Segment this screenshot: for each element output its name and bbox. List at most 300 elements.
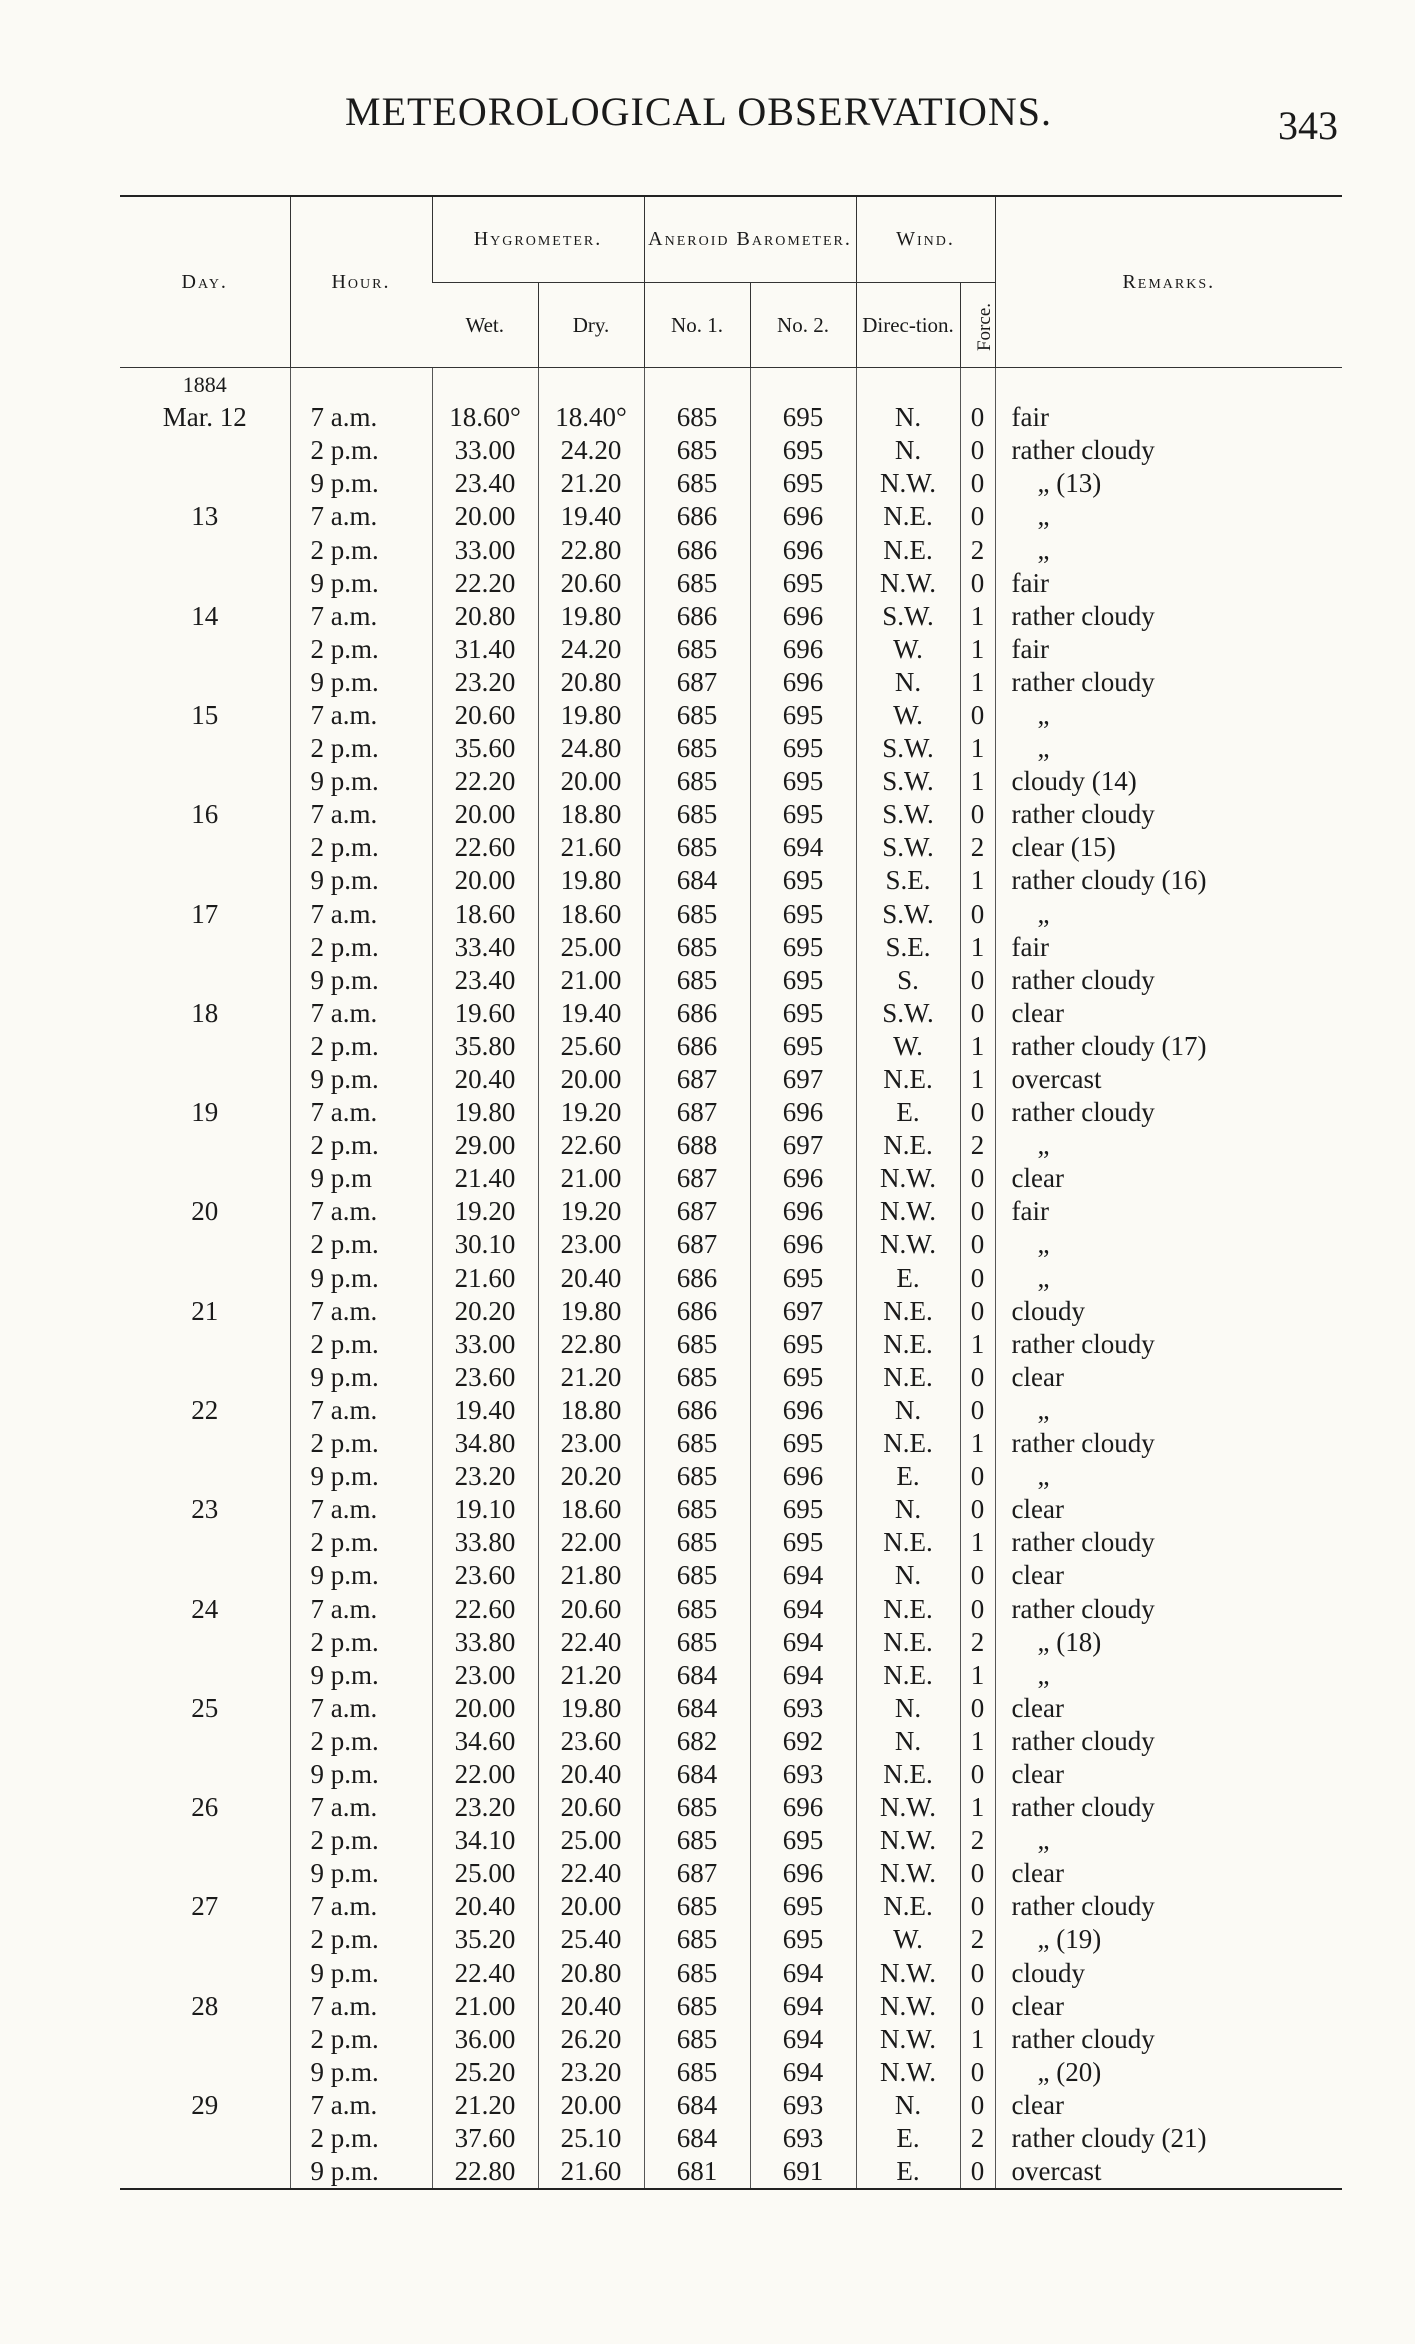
hour-cell: 2 p.m. (290, 732, 432, 765)
wet-bulb-cell: 20.00 (432, 1692, 538, 1725)
table-row (120, 997, 1342, 1030)
barometer-no2-cell: 696 (750, 500, 856, 533)
table-row (120, 633, 1342, 666)
hour-cell: 7 a.m. (290, 699, 432, 732)
barometer-no2-cell: 695 (750, 467, 856, 500)
hour-cell: 7 a.m. (290, 1493, 432, 1526)
barometer-no2-cell: 695 (750, 699, 856, 732)
wind-force-cell: 0 (960, 1692, 995, 1725)
wind-direction-cell: S. (856, 964, 960, 997)
barometer-no2-cell: 696 (750, 1162, 856, 1195)
day-cell (120, 1129, 290, 1162)
table-row (120, 1758, 1342, 1791)
dry-bulb-cell: 22.80 (538, 533, 644, 566)
table-row (120, 434, 1342, 467)
barometer-no2-cell: 696 (750, 1096, 856, 1129)
barometer-no1-cell: 684 (644, 1692, 750, 1725)
wind-force-cell: 0 (960, 1990, 995, 2023)
dry-bulb-cell: 20.00 (538, 1890, 644, 1923)
wind-direction-cell: N. (856, 1394, 960, 1427)
hour-cell: 2 p.m. (290, 1328, 432, 1361)
wet-bulb-cell: 33.00 (432, 1328, 538, 1361)
dry-bulb-cell: 20.00 (538, 1063, 644, 1096)
remarks-cell: clear (995, 997, 1342, 1030)
wind-force-cell: 0 (960, 500, 995, 533)
wind-direction-cell: N.W. (856, 1162, 960, 1195)
hour-cell: 9 p.m. (290, 567, 432, 600)
wind-force-cell: 1 (960, 1030, 995, 1063)
day-cell: 13 (191, 501, 219, 532)
day-cell (120, 1758, 290, 1791)
wind-direction-cell: W. (856, 1030, 960, 1063)
table-row (120, 699, 1342, 732)
day-cell (120, 2122, 290, 2155)
col-header-no1: No. 1. (644, 283, 750, 368)
wet-bulb-cell: 22.20 (432, 567, 538, 600)
wind-direction-cell: N. (856, 1493, 960, 1526)
table-row (120, 1096, 1342, 1129)
hour-cell: 9 p.m. (290, 1659, 432, 1692)
hour-cell: 7 a.m. (290, 798, 432, 831)
day-cell (120, 434, 290, 467)
table-row (120, 2023, 1342, 2056)
barometer-no2-cell: 697 (750, 1295, 856, 1328)
hour-cell: 9 p.m. (290, 666, 432, 699)
wet-bulb-cell: 35.60 (432, 732, 538, 765)
table-row (120, 831, 1342, 864)
wind-direction-cell: W. (856, 633, 960, 666)
wet-bulb-cell: 20.80 (432, 600, 538, 633)
hour-cell: 7 a.m. (290, 2089, 432, 2122)
hour-cell: 9 p.m. (290, 1957, 432, 1990)
hour-cell: 9 p.m. (290, 2155, 432, 2189)
hour-cell: 7 a.m. (290, 1394, 432, 1427)
hour-cell: 7 a.m. (290, 997, 432, 1030)
hour-cell: 9 p.m. (290, 1857, 432, 1890)
barometer-no1-cell: 685 (644, 964, 750, 997)
day-cell (120, 1228, 290, 1261)
dry-bulb-cell: 20.80 (538, 1957, 644, 1990)
col-header-direction: Direc-tion. (856, 283, 960, 368)
day-cell: 28 (191, 1990, 219, 2021)
barometer-no2-cell: 695 (750, 864, 856, 897)
barometer-no2-cell: 697 (750, 1129, 856, 1162)
barometer-no1-cell: 685 (644, 434, 750, 467)
hour-cell: 7 a.m. (290, 600, 432, 633)
day-cell: 19 (191, 1097, 219, 1128)
barometer-no2-cell: 694 (750, 1659, 856, 1692)
hour-cell: 2 p.m. (290, 1228, 432, 1261)
wind-direction-cell: S.W. (856, 831, 960, 864)
barometer-no1-cell: 685 (644, 2056, 750, 2089)
dry-bulb-cell: 18.40° (538, 401, 644, 434)
remarks-cell: clear (995, 1162, 1342, 1195)
hour-cell: 7 a.m. (290, 898, 432, 931)
barometer-no1-cell: 686 (644, 1394, 750, 1427)
col-header-dry: Dry. (538, 283, 644, 368)
day-cell (120, 831, 290, 864)
wind-direction-cell: N.W. (856, 1791, 960, 1824)
dry-bulb-cell: 21.20 (538, 467, 644, 500)
wind-direction-cell: N.W. (856, 467, 960, 500)
wet-bulb-cell: 19.10 (432, 1493, 538, 1526)
barometer-no2-cell: 694 (750, 1990, 856, 2023)
day-cell (120, 765, 290, 798)
barometer-no1-cell: 685 (644, 898, 750, 931)
wet-bulb-cell: 33.40 (432, 931, 538, 964)
wind-force-cell: 0 (960, 1758, 995, 1791)
day-cell (120, 864, 290, 897)
barometer-no1-cell: 685 (644, 1559, 750, 1592)
dry-bulb-cell: 21.60 (538, 831, 644, 864)
hour-cell: 2 p.m. (290, 1526, 432, 1559)
remarks-cell: „ (995, 1824, 1342, 1857)
barometer-no1-cell: 684 (644, 2089, 750, 2122)
dry-bulb-cell: 20.40 (538, 1262, 644, 1295)
dry-bulb-cell: 20.60 (538, 1592, 644, 1625)
table-row (120, 1923, 1342, 1956)
dry-bulb-cell: 19.80 (538, 699, 644, 732)
wet-bulb-cell: 21.00 (432, 1990, 538, 2023)
wet-bulb-cell: 22.40 (432, 1957, 538, 1990)
col-header-force-label: Force. (973, 302, 995, 351)
barometer-no2-cell: 695 (750, 567, 856, 600)
barometer-no2-cell: 695 (750, 931, 856, 964)
barometer-no2-cell: 696 (750, 600, 856, 633)
wet-bulb-cell: 22.60 (432, 831, 538, 864)
barometer-no1-cell: 685 (644, 1427, 750, 1460)
table-row (120, 1228, 1342, 1261)
day-cell (120, 1460, 290, 1493)
dry-bulb-cell: 18.80 (538, 1394, 644, 1427)
wet-bulb-cell: 23.40 (432, 964, 538, 997)
remarks-cell: „ (995, 732, 1342, 765)
remarks-cell: „ (18) (995, 1626, 1342, 1659)
wind-force-cell: 0 (960, 1295, 995, 1328)
barometer-no1-cell: 686 (644, 1295, 750, 1328)
wind-direction-cell: E. (856, 2122, 960, 2155)
remarks-cell: rather cloudy (17) (995, 1030, 1342, 1063)
remarks-cell: rather cloudy (995, 1328, 1342, 1361)
barometer-no2-cell: 695 (750, 898, 856, 931)
dry-bulb-cell: 18.60 (538, 898, 644, 931)
remarks-cell: rather cloudy (995, 600, 1342, 633)
wind-force-cell: 1 (960, 600, 995, 633)
wet-bulb-cell: 34.60 (432, 1725, 538, 1758)
wind-direction-cell: S.W. (856, 732, 960, 765)
wind-direction-cell: N. (856, 434, 960, 467)
wind-force-cell: 0 (960, 401, 995, 434)
day-cell: 21 (191, 1295, 219, 1326)
barometer-no1-cell: 685 (644, 699, 750, 732)
dry-bulb-cell: 23.60 (538, 1725, 644, 1758)
wind-force-cell: 1 (960, 1063, 995, 1096)
wind-force-cell: 1 (960, 864, 995, 897)
remarks-cell: rather cloudy (995, 2023, 1342, 2056)
barometer-no2-cell: 695 (750, 1493, 856, 1526)
barometer-no2-cell: 692 (750, 1725, 856, 1758)
dry-bulb-cell: 22.40 (538, 1626, 644, 1659)
remarks-cell: „ (995, 533, 1342, 566)
wind-force-cell: 0 (960, 2056, 995, 2089)
table-row (120, 1063, 1342, 1096)
hour-cell: 7 a.m. (290, 1890, 432, 1923)
table-row (120, 1195, 1342, 1228)
col-header-wind: Wind. (856, 196, 995, 283)
wind-direction-cell: W. (856, 1923, 960, 1956)
table-row (120, 1030, 1342, 1063)
day-cell: 16 (191, 799, 219, 830)
wind-force-cell: 0 (960, 467, 995, 500)
barometer-no1-cell: 685 (644, 1626, 750, 1659)
day-cell (120, 2023, 290, 2056)
dry-bulb-cell: 20.60 (538, 1791, 644, 1824)
barometer-no2-cell: 695 (750, 732, 856, 765)
table-row (120, 1295, 1342, 1328)
dry-bulb-cell: 20.00 (538, 765, 644, 798)
barometer-no1-cell: 686 (644, 1262, 750, 1295)
wet-bulb-cell: 19.40 (432, 1394, 538, 1427)
wind-force-cell: 0 (960, 1195, 995, 1228)
wet-bulb-cell: 20.40 (432, 1890, 538, 1923)
wind-direction-cell: N.E. (856, 1063, 960, 1096)
hour-cell: 9 p.m (290, 1162, 432, 1195)
table-row (120, 467, 1342, 500)
wind-force-cell: 2 (960, 1923, 995, 1956)
barometer-no1-cell: 685 (644, 1526, 750, 1559)
remarks-cell: „ (995, 1228, 1342, 1261)
barometer-no1-cell: 686 (644, 1030, 750, 1063)
year-label: 1884 (120, 368, 290, 402)
dry-bulb-cell: 26.20 (538, 2023, 644, 2056)
table-row (120, 2122, 1342, 2155)
day-cell: 24 (191, 1593, 219, 1624)
wet-bulb-cell: 23.40 (432, 467, 538, 500)
remarks-cell: „ (995, 1394, 1342, 1427)
page-title: METEOROLOGICAL OBSERVATIONS. (345, 89, 1053, 134)
wind-force-cell: 1 (960, 765, 995, 798)
barometer-no2-cell: 694 (750, 1559, 856, 1592)
wind-force-cell: 1 (960, 1328, 995, 1361)
remarks-cell: fair (995, 1195, 1342, 1228)
day-cell (120, 1328, 290, 1361)
remarks-cell: „ (19) (995, 1923, 1342, 1956)
remarks-cell: „ (995, 1659, 1342, 1692)
wind-direction-cell: N.E. (856, 1758, 960, 1791)
wet-bulb-cell: 33.80 (432, 1526, 538, 1559)
hour-cell: 9 p.m. (290, 765, 432, 798)
wind-direction-cell: N.E. (856, 1626, 960, 1659)
wet-bulb-cell: 19.60 (432, 997, 538, 1030)
hour-cell: 2 p.m. (290, 434, 432, 467)
day-cell (120, 666, 290, 699)
wet-bulb-cell: 18.60° (432, 401, 538, 434)
day-cell (120, 1725, 290, 1758)
observations-body (120, 368, 1342, 2190)
remarks-cell: fair (995, 401, 1342, 434)
dry-bulb-cell: 24.20 (538, 633, 644, 666)
barometer-no1-cell: 685 (644, 1923, 750, 1956)
day-cell (120, 633, 290, 666)
wet-bulb-cell: 34.80 (432, 1427, 538, 1460)
hour-cell: 9 p.m. (290, 1758, 432, 1791)
wind-force-cell: 0 (960, 1460, 995, 1493)
col-header-hour: Hour. (290, 196, 432, 368)
wind-direction-cell: E. (856, 2155, 960, 2189)
day-cell (120, 1361, 290, 1394)
day-cell (120, 567, 290, 600)
barometer-no1-cell: 684 (644, 2122, 750, 2155)
table-row (120, 1692, 1342, 1725)
dry-bulb-cell: 20.60 (538, 567, 644, 600)
barometer-no2-cell: 694 (750, 1592, 856, 1625)
remarks-cell: rather cloudy (995, 798, 1342, 831)
barometer-no2-cell: 695 (750, 1427, 856, 1460)
dry-bulb-cell: 24.80 (538, 732, 644, 765)
day-cell (120, 732, 290, 765)
remarks-cell: overcast (995, 2155, 1342, 2189)
wet-bulb-cell: 23.20 (432, 1460, 538, 1493)
dry-bulb-cell: 19.40 (538, 500, 644, 533)
barometer-no2-cell: 696 (750, 633, 856, 666)
wet-bulb-cell: 19.80 (432, 1096, 538, 1129)
table-row (120, 1493, 1342, 1526)
dry-bulb-cell: 20.20 (538, 1460, 644, 1493)
barometer-no2-cell: 695 (750, 765, 856, 798)
wet-bulb-cell: 29.00 (432, 1129, 538, 1162)
hour-cell: 7 a.m. (290, 1592, 432, 1625)
remarks-cell: clear (995, 1758, 1342, 1791)
remarks-cell: rather cloudy (995, 1791, 1342, 1824)
hour-cell: 9 p.m. (290, 964, 432, 997)
remarks-cell: rather cloudy (16) (995, 864, 1342, 897)
dry-bulb-cell: 19.80 (538, 1295, 644, 1328)
day-cell (120, 1626, 290, 1659)
remarks-cell: „ (995, 1129, 1342, 1162)
remarks-cell: clear (995, 1692, 1342, 1725)
wet-bulb-cell: 34.10 (432, 1824, 538, 1857)
remarks-cell: clear (995, 1559, 1342, 1592)
barometer-no2-cell: 695 (750, 1526, 856, 1559)
barometer-no1-cell: 685 (644, 1328, 750, 1361)
wind-force-cell: 0 (960, 798, 995, 831)
remarks-cell: rather cloudy (995, 1427, 1342, 1460)
wind-force-cell: 2 (960, 1129, 995, 1162)
remarks-cell: overcast (995, 1063, 1342, 1096)
dry-bulb-cell: 20.40 (538, 1990, 644, 2023)
col-header-aneroid-barometer: Aneroid Barometer. (644, 196, 856, 283)
barometer-no1-cell: 687 (644, 1857, 750, 1890)
day-cell (120, 1824, 290, 1857)
remarks-cell: clear (995, 1857, 1342, 1890)
wind-force-cell: 1 (960, 1725, 995, 1758)
table-row (120, 898, 1342, 931)
table-row (120, 1162, 1342, 1195)
hour-cell: 2 p.m. (290, 1923, 432, 1956)
dry-bulb-cell: 18.60 (538, 1493, 644, 1526)
day-cell: 14 (191, 600, 219, 631)
remarks-cell: fair (995, 567, 1342, 600)
dry-bulb-cell: 20.80 (538, 666, 644, 699)
wind-force-cell: 1 (960, 1791, 995, 1824)
dry-bulb-cell: 20.40 (538, 1758, 644, 1791)
barometer-no1-cell: 685 (644, 1592, 750, 1625)
day-cell (120, 1659, 290, 1692)
wet-bulb-cell: 25.20 (432, 2056, 538, 2089)
barometer-no1-cell: 685 (644, 1824, 750, 1857)
wind-direction-cell: S.W. (856, 765, 960, 798)
remarks-cell: „ (995, 500, 1342, 533)
barometer-no2-cell: 696 (750, 1394, 856, 1427)
dry-bulb-cell: 19.40 (538, 997, 644, 1030)
wind-force-cell: 0 (960, 1361, 995, 1394)
wind-force-cell: 1 (960, 931, 995, 964)
dry-bulb-cell: 23.20 (538, 2056, 644, 2089)
wet-bulb-cell: 18.60 (432, 898, 538, 931)
col-header-day: Day. (181, 270, 228, 293)
wind-force-cell: 0 (960, 997, 995, 1030)
barometer-no2-cell: 695 (750, 1890, 856, 1923)
dry-bulb-cell: 25.00 (538, 1824, 644, 1857)
barometer-no2-cell: 696 (750, 1857, 856, 1890)
barometer-no2-cell: 695 (750, 434, 856, 467)
wet-bulb-cell: 23.60 (432, 1361, 538, 1394)
barometer-no2-cell: 695 (750, 1824, 856, 1857)
barometer-no2-cell: 696 (750, 1791, 856, 1824)
hour-cell: 9 p.m. (290, 1262, 432, 1295)
barometer-no2-cell: 696 (750, 1228, 856, 1261)
wind-force-cell: 1 (960, 2023, 995, 2056)
dry-bulb-cell: 25.00 (538, 931, 644, 964)
wet-bulb-cell: 20.00 (432, 864, 538, 897)
table-row (120, 533, 1342, 566)
barometer-no1-cell: 685 (644, 401, 750, 434)
dry-bulb-cell: 20.00 (538, 2089, 644, 2122)
wind-direction-cell: N.W. (856, 1957, 960, 1990)
barometer-no1-cell: 685 (644, 1990, 750, 2023)
wind-force-cell: 0 (960, 964, 995, 997)
wind-direction-cell: E. (856, 1096, 960, 1129)
barometer-no2-cell: 694 (750, 2056, 856, 2089)
day-cell: 22 (191, 1394, 219, 1425)
col-header-no2: No. 2. (750, 283, 856, 368)
day-cell (120, 2056, 290, 2089)
wind-force-cell: 0 (960, 1394, 995, 1427)
observations-table (120, 195, 1342, 2190)
remarks-cell: rather cloudy (995, 434, 1342, 467)
day-cell (120, 964, 290, 997)
table-row (120, 1890, 1342, 1923)
remarks-cell: clear (995, 1493, 1342, 1526)
wind-force-cell: 2 (960, 1824, 995, 1857)
wind-force-cell: 2 (960, 2122, 995, 2155)
remarks-cell: rather cloudy (995, 1526, 1342, 1559)
table-row (120, 1659, 1342, 1692)
remarks-cell: rather cloudy (995, 1890, 1342, 1923)
table-row (120, 1626, 1342, 1659)
wind-force-cell: 0 (960, 1592, 995, 1625)
hour-cell: 7 a.m. (290, 401, 432, 434)
barometer-no1-cell: 685 (644, 633, 750, 666)
wind-direction-cell: N.E. (856, 1361, 960, 1394)
table-row (120, 1361, 1342, 1394)
wind-force-cell: 1 (960, 633, 995, 666)
wind-direction-cell: N.E. (856, 1129, 960, 1162)
barometer-no1-cell: 685 (644, 467, 750, 500)
wind-direction-cell: N. (856, 1692, 960, 1725)
wet-bulb-cell: 33.80 (432, 1626, 538, 1659)
remarks-cell: cloudy (14) (995, 765, 1342, 798)
